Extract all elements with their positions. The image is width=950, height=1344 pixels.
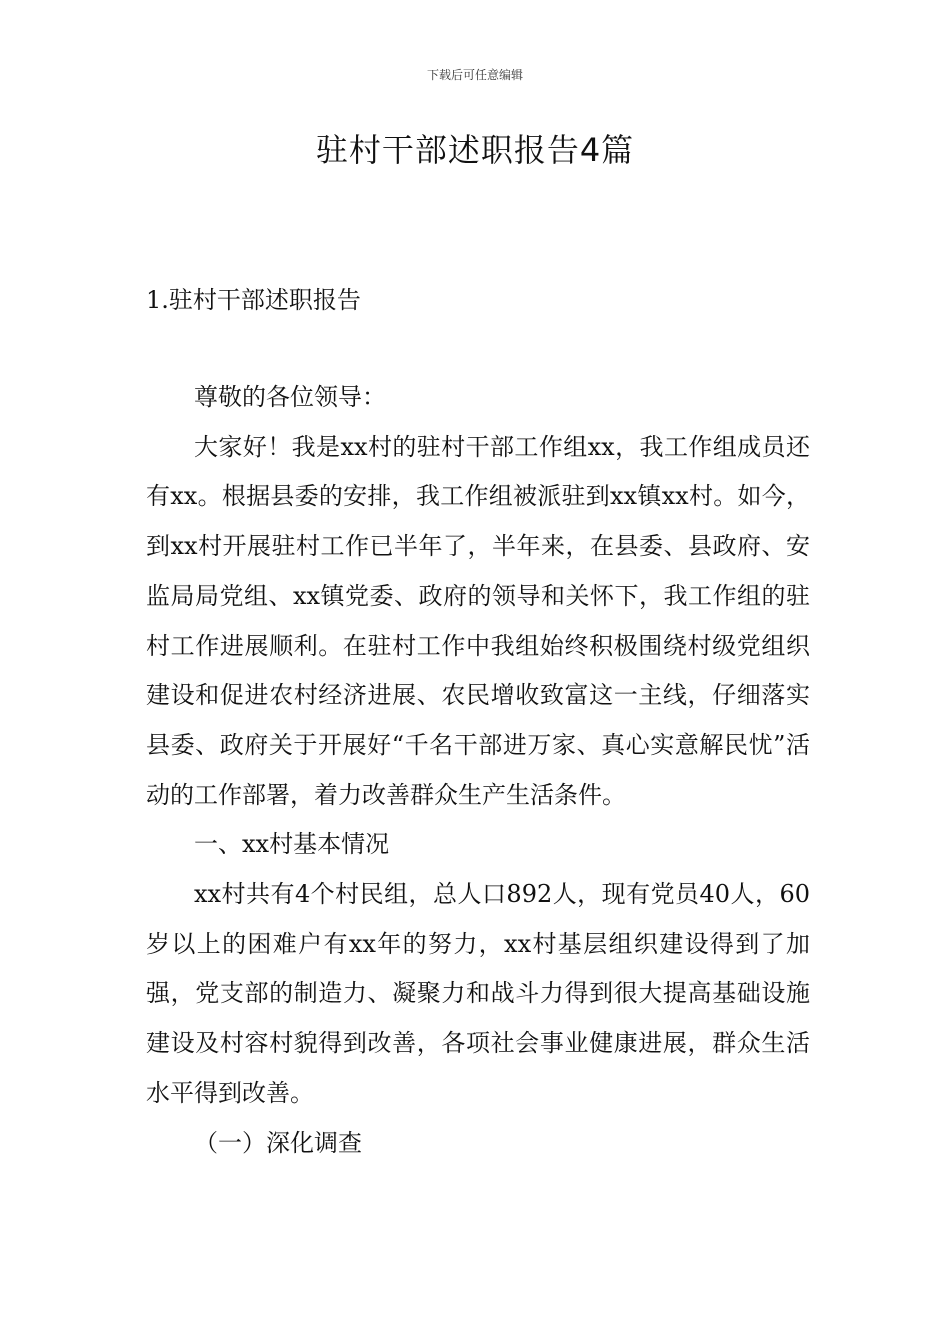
header-note: 下载后可任意编辑 [426,68,523,82]
section-heading: 1.驻村干部述职报告 [146,286,361,314]
document-body [146,373,810,1168]
subheading-deep-investigation: （一）深化调查 [194,1128,362,1157]
subheading-basic-situation: 一、xx村基本情况 [194,830,390,859]
intro-paragraph: 大家好！我是xx村的驻村干部工作组xx，我工作组成员还有xx。根据县委的安排，我工作组被派驻到xx镇xx村。如今，到xx村开展驻村工作已半年了，半年来，在县委、县政府、安监局局党组、xx镇党委、政府的领导和关怀下，我工作组的驻村工作进展顺利。在驻村工作中我组始终积极围绕村级党组织建设和促进农村经济进展、农民增收致富这一主线，仔细落实县委、政府关于开展好“千名干部进万家、真心实意解民忧”活动的工作部署，着力改善群众生产生活条件。 [146,432,810,809]
basic-situation-paragraph: xx村共有4个村民组，总人口892人，现有党员40人，60岁以上的困难户有xx年的努力，xx村基层组织建设得到了加强，党支部的制造力、凝聚力和战斗力得到很大提高基础设施建设及村容村貌得到改善，各项社会事业健康进展，群众生活水平得到改善。 [146,880,810,1107]
salutation-paragraph: 尊敬的各位领导： [194,383,386,411]
document-title: 驻村干部述职报告4篇 [315,131,635,169]
